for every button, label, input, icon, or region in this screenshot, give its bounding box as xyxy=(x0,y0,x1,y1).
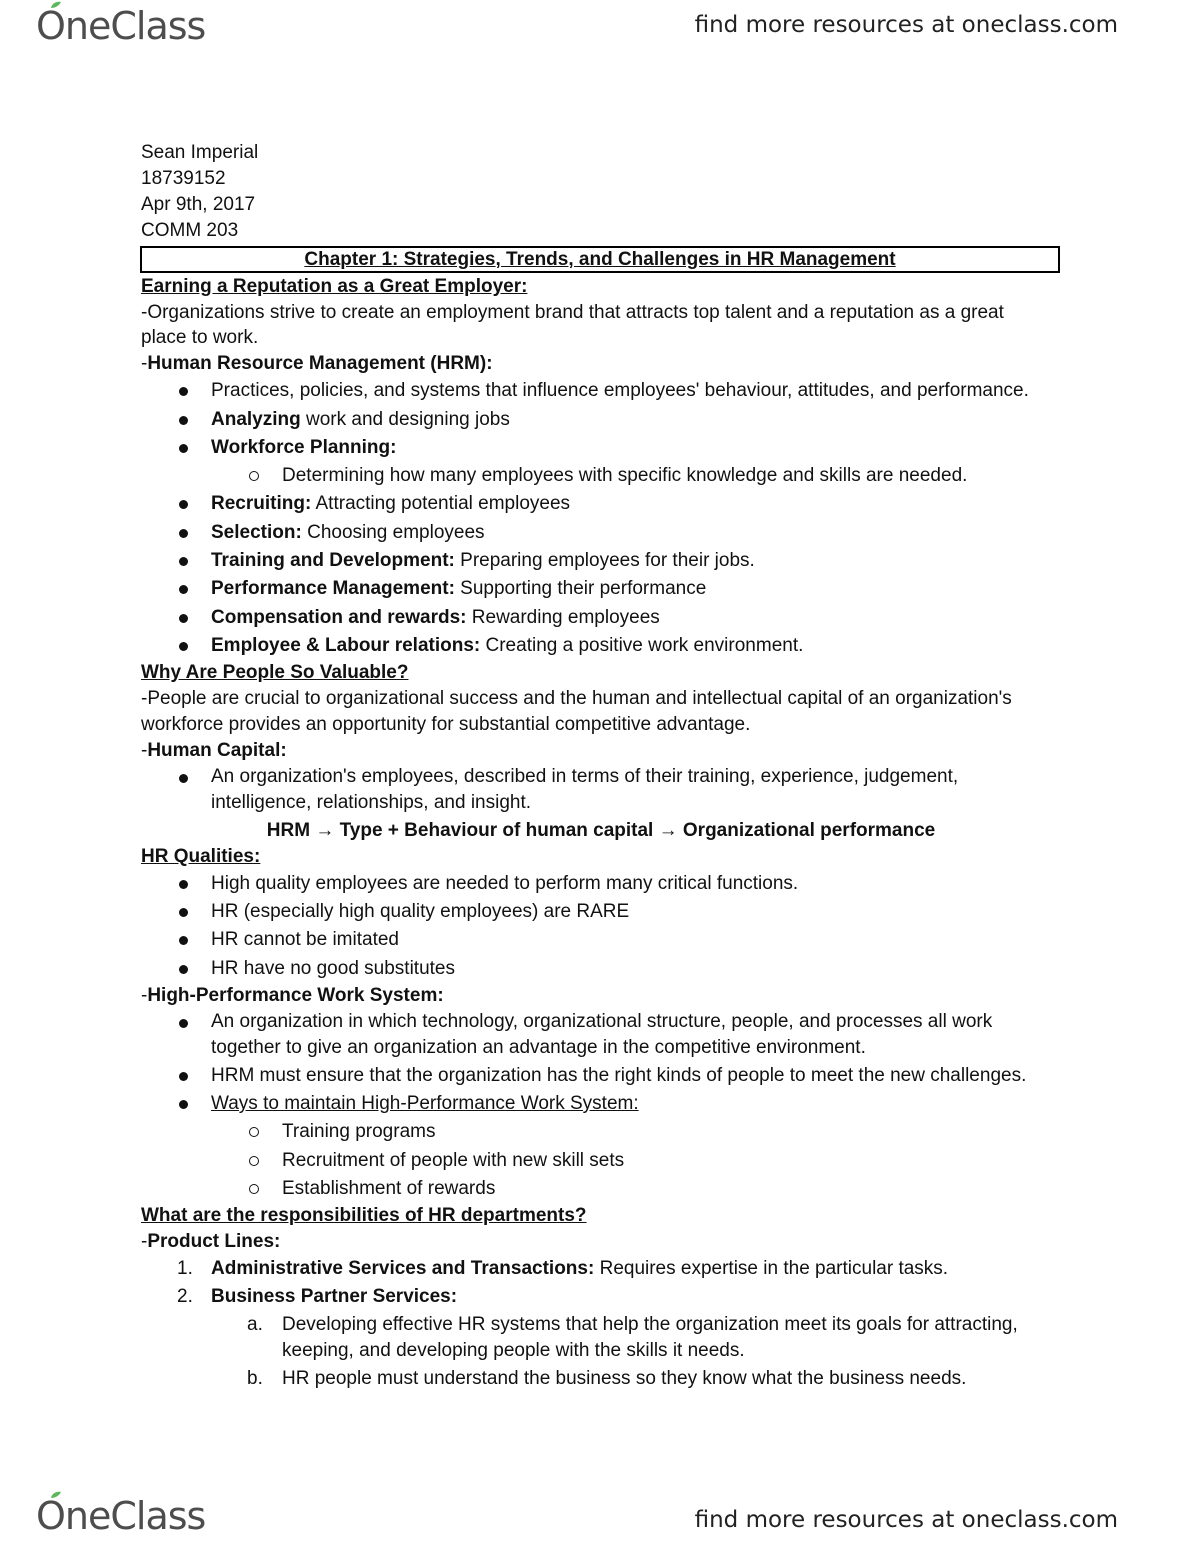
student-id: 18739152 xyxy=(141,167,226,189)
bullet-icon xyxy=(179,774,188,783)
paragraph: place to work. xyxy=(141,327,259,349)
dash: - xyxy=(141,739,148,761)
list-item: HR have no good substitutes xyxy=(141,955,1061,983)
list-item: Practices, policies, and systems that influence employees' behaviour, attitudes, and performance. xyxy=(141,377,1061,405)
subheading xyxy=(141,983,1061,1009)
sub-list-item: Recruitment of people with new skill sets xyxy=(141,1147,1061,1175)
list-item: Performance Management: Supporting their performance xyxy=(141,575,1061,603)
sub-list-item: Determining how many employees with specific knowledge and skills are needed. xyxy=(141,462,1061,490)
bullet-icon xyxy=(179,936,188,945)
bullet-icon xyxy=(179,444,188,453)
bullet-icon xyxy=(179,416,188,425)
subheading-label: Human Capital: xyxy=(147,739,287,761)
list-item: Employee & Labour relations: Creating a positive work environment. xyxy=(141,632,1061,660)
paragraph: workforce provides an opportunity for substantial competitive advantage. xyxy=(141,714,751,736)
bullet-icon xyxy=(179,1072,188,1081)
section-heading: Why Are People So Valuable? xyxy=(141,662,409,684)
list-item: Recruiting: Attracting potential employees xyxy=(141,490,1061,518)
numbered-item: 2. Business Partner Services: xyxy=(141,1283,1061,1311)
paragraph: -Organizations strive to create an employment brand that attracts top talent and a reputation as a great xyxy=(141,301,1004,323)
hollow-bullet-icon xyxy=(249,1184,259,1194)
subheading xyxy=(141,351,1061,377)
document-body xyxy=(141,140,1061,1393)
item-letter: a. xyxy=(247,1313,263,1335)
oneclass-logo-footer xyxy=(36,1494,205,1538)
oneclass-logo xyxy=(36,4,205,48)
lettered-item: a. Developing effective HR systems that help the organization meet its goals for attracting, keeping, and developing people with the skills it needs. xyxy=(247,1313,1018,1362)
resources-link-footer[interactable]: find more resources at oneclass.com xyxy=(694,1507,1118,1533)
list-item: An organization's employees, described in terms of their training, experience, judgement, intelligence, relationships, and insight. xyxy=(141,764,1061,817)
formula: HRM → Type + Behaviour of human capital → Organizational performance xyxy=(266,819,936,841)
bullet-icon xyxy=(179,500,188,509)
chapter-title: Chapter 1: Strategies, Trends, and Challenges in HR Management xyxy=(140,246,1060,273)
section-heading: What are the responsibilities of HR departments? xyxy=(141,1205,587,1227)
item-letter: b. xyxy=(247,1367,263,1389)
author-name: Sean Imperial xyxy=(141,142,259,163)
bullet-icon xyxy=(179,908,188,917)
hollow-bullet-icon xyxy=(249,471,259,481)
resources-link[interactable]: find more resources at oneclass.com xyxy=(694,12,1118,38)
bullet-icon xyxy=(179,880,188,889)
dash: - xyxy=(141,984,148,1006)
dash: - xyxy=(141,1231,148,1253)
item-number: 2. xyxy=(177,1286,193,1308)
subheading-label: Human Resource Management (HRM): xyxy=(147,353,493,375)
list-item: Training and Development: Preparing employees for their jobs. xyxy=(141,547,1061,575)
course-code: COMM 203 xyxy=(141,219,239,241)
bullet-icon xyxy=(179,585,188,594)
subheading xyxy=(141,1229,1061,1255)
bullet-icon xyxy=(179,965,188,974)
numbered-item: 1. Administrative Services and Transactions: Requires expertise in the particular tasks. xyxy=(141,1255,1061,1283)
sub-list-item: Establishment of rewards xyxy=(141,1175,1061,1203)
logo-text: OneClass xyxy=(36,4,206,48)
list-item: High quality employees are needed to perform many critical functions. xyxy=(141,870,1061,898)
list-item: HR cannot be imitated xyxy=(141,926,1061,954)
bullet-icon xyxy=(179,557,188,566)
sub-list-item: Training programs xyxy=(141,1118,1061,1146)
date: Apr 9th, 2017 xyxy=(141,193,256,215)
hollow-bullet-icon xyxy=(249,1127,259,1137)
subheading-label: Product Lines: xyxy=(147,1231,281,1253)
logo-text: OneClass xyxy=(36,1494,206,1538)
bullet-icon xyxy=(179,387,188,396)
list-item: Selection: Choosing employees xyxy=(141,519,1061,547)
list-item: Ways to maintain High-Performance Work System: xyxy=(141,1090,1061,1118)
lettered-item: b. HR people must understand the business so they know what the business needs. xyxy=(141,1365,1061,1393)
bullet-icon xyxy=(179,1019,188,1028)
paragraph: -People are crucial to organizational success and the human and intellectual capital of an organization's xyxy=(141,688,1012,710)
list-item: Workforce Planning: xyxy=(141,434,1061,462)
bullet-icon xyxy=(179,529,188,538)
list-item: An organization in which technology, organizational structure, people, and processes all work together to give an organization an advantage in the competitive environment. xyxy=(141,1009,1061,1062)
subheading-label: High-Performance Work System: xyxy=(147,984,444,1006)
section-heading: Earning a Reputation as a Great Employer: xyxy=(141,275,528,297)
bullet-icon xyxy=(179,614,188,623)
bullet-icon xyxy=(179,642,188,651)
list-item: Compensation and rewards: Rewarding employees xyxy=(141,604,1061,632)
list-item: HR (especially high quality employees) are RARE xyxy=(141,898,1061,926)
subheading xyxy=(141,738,1061,764)
hollow-bullet-icon xyxy=(249,1156,259,1166)
list-item: HRM must ensure that the organization has the right kinds of people to meet the new challenges. xyxy=(141,1062,1061,1090)
list-item: Analyzing work and designing jobs xyxy=(141,406,1061,434)
dash: - xyxy=(141,353,148,375)
item-number: 1. xyxy=(177,1258,193,1280)
bullet-icon xyxy=(179,1100,188,1109)
section-heading: HR Qualities: xyxy=(141,845,261,867)
